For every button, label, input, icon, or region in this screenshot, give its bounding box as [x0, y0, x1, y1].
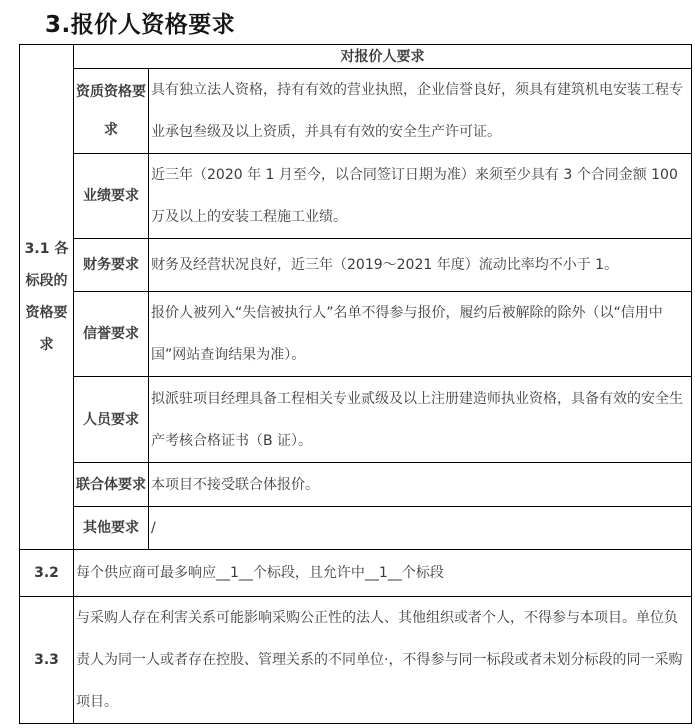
table-row	[20, 239, 692, 292]
qualification-requirement-content: 具有独立法人资格，持有有效的营业执照，企业信誉良好，须具有建筑机电安装工程专业承包叁级及以上资质，并具有有效的安全生产许可证。	[149, 69, 692, 154]
requirements-header-cell: 对报价人要求	[74, 45, 692, 69]
financial-requirement-content: 财务及经营状况良好，近三年（2019～2021 年度）流动比率均不小于 1。	[149, 239, 692, 292]
qualification-requirements-table	[19, 44, 692, 724]
consortium-requirement-label: 联合体要求	[74, 463, 149, 507]
performance-requirement-content: 近三年（2020 年 1 月至今，以合同签订日期为准）来须至少具有 3 个合同金额 100万及以上的安装工程施工业绩。	[149, 154, 692, 239]
table-row	[20, 463, 692, 507]
other-requirement-label: 其他要求	[74, 507, 149, 550]
table-row	[20, 377, 692, 463]
consortium-requirement-content: 本项目不接受联合体报价。	[149, 463, 692, 507]
personnel-requirement-label: 人员要求	[74, 377, 149, 463]
credit-requirement-content: 报价人被列入“失信被执行人”名单不得参与报价，履约后被解除的除外（以“信用中国”网站查询结果为准）。	[149, 292, 692, 377]
table-row-3-2	[20, 550, 692, 597]
table-header-row	[20, 45, 692, 69]
table-row	[20, 69, 692, 154]
table-row	[20, 507, 692, 550]
row-3-3-number-cell: 3.3	[20, 597, 74, 724]
personnel-requirement-content: 拟派驻项目经理具备工程相关专业贰级及以上注册建造师执业资格，具备有效的安全生产考核合格证书（B 证）。	[149, 377, 692, 463]
table-row-3-3	[20, 597, 692, 724]
qualification-requirement-label: 资质资格要求	[74, 69, 149, 154]
table-row	[20, 292, 692, 377]
page-title: 3.报价人资格要求	[45, 12, 236, 38]
section-3-1-label-cell: 3.1 各标段的资格要求	[20, 45, 74, 550]
row-3-3-content-cell: 与采购人存在利害关系可能影响采购公正性的法人、其他组织或者个人，不得参与本项目。单位负责人为同一人或者存在控股、管理关系的不同单位·，不得参与同一标段或者未划分标段的同一采购项目。	[74, 597, 692, 724]
table-row	[20, 154, 692, 239]
credit-requirement-label: 信誉要求	[74, 292, 149, 377]
other-requirement-content: /	[149, 507, 692, 550]
row-3-2-number-cell: 3.2	[20, 550, 74, 597]
row-3-2-content-cell: 每个供应商可最多响应__1__个标段，且允许中__1__个标段	[74, 550, 692, 597]
performance-requirement-label: 业绩要求	[74, 154, 149, 239]
financial-requirement-label: 财务要求	[74, 239, 149, 292]
